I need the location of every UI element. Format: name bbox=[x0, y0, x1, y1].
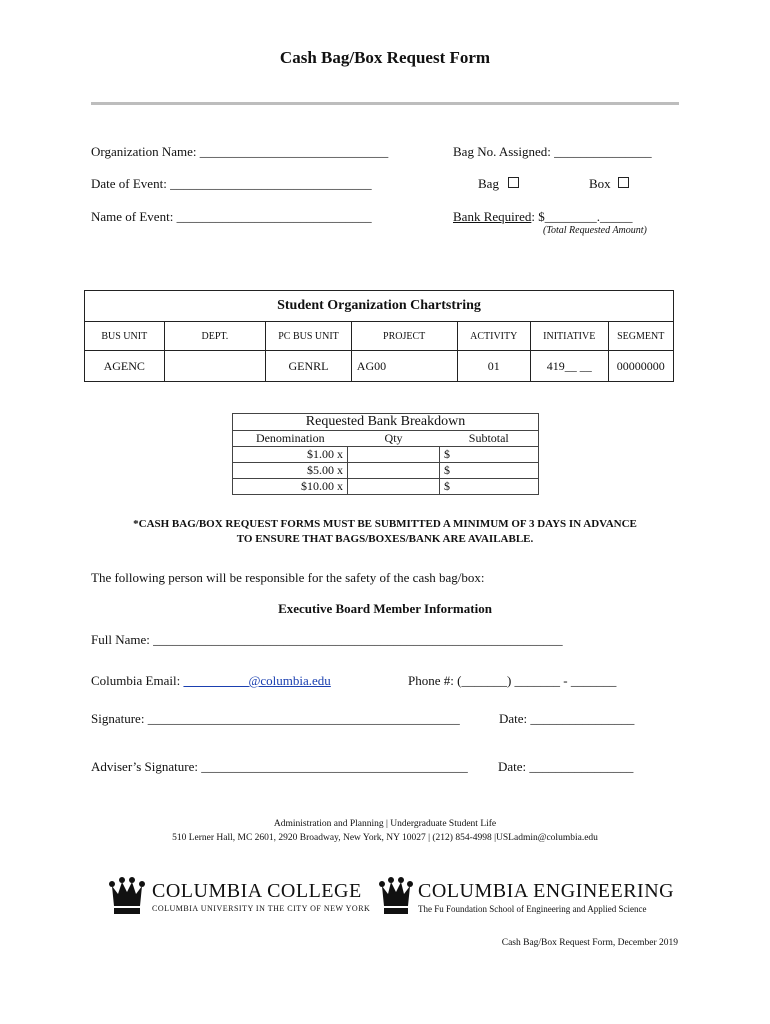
phone-label: Phone #: bbox=[408, 673, 454, 688]
title-divider bbox=[91, 102, 679, 105]
phone-blank[interactable]: (_______) _______ - _______ bbox=[457, 673, 617, 688]
box-option[interactable] bbox=[589, 176, 629, 192]
bank-denomination: $5.00 x bbox=[233, 463, 348, 479]
chartstring-header: BUS UNIT bbox=[85, 322, 165, 351]
bank-qty-input[interactable] bbox=[348, 463, 440, 479]
chartstring-header: INITIATIVE bbox=[530, 322, 608, 351]
form-title: Cash Bag/Box Request Form bbox=[279, 48, 491, 67]
bank-required-label: Bank Required bbox=[453, 209, 532, 224]
chartstring-value-project: AG00 bbox=[351, 351, 457, 382]
college-logo-sub: COLUMBIA UNIVERSITY IN THE CITY OF NEW YORK bbox=[152, 904, 371, 913]
columbia-engineering-logo bbox=[378, 876, 674, 918]
chartstring-value-dept[interactable] bbox=[164, 351, 266, 382]
phone-field[interactable] bbox=[408, 673, 616, 689]
full-name-field[interactable] bbox=[91, 632, 563, 648]
footer-address: 510 Lerner Hall, MC 2601, 2920 Broadway, New York, NY 10027 | (212) 854-4998 |USLadmin@columbia.edu bbox=[172, 833, 598, 843]
table-row bbox=[233, 463, 539, 479]
date-of-event-label: Date of Event: bbox=[91, 176, 167, 191]
chartstring-header: PC BUS UNIT bbox=[266, 322, 352, 351]
notice-line-2: TO ENSURE THAT BAGS/BOXES/BANK ARE AVAILABLE. bbox=[236, 533, 534, 545]
chartstring-value-bus-unit: AGENC bbox=[85, 351, 165, 382]
chartstring-value-initiative[interactable]: 419__ __ bbox=[530, 351, 608, 382]
form-revision: Cash Bag/Box Request Form, December 2019 bbox=[501, 938, 678, 948]
notice-line-1: *CASH BAG/BOX REQUEST FORMS MUST BE SUBMITTED A MINIMUM OF 3 DAYS IN ADVANCE bbox=[133, 518, 637, 530]
bank-qty-input[interactable] bbox=[348, 479, 440, 495]
adviser-signature-blank[interactable]: _________________________________________ bbox=[201, 759, 468, 774]
chartstring-header: SEGMENT bbox=[608, 322, 674, 351]
bank-denomination: $10.00 x bbox=[233, 479, 348, 495]
signature-blank[interactable]: ________________________________________________ bbox=[147, 711, 460, 726]
email-input[interactable] bbox=[183, 673, 248, 688]
date-of-event-field[interactable] bbox=[91, 176, 372, 192]
bank-required-blank[interactable]: : $________._____ bbox=[531, 209, 633, 224]
adviser-signature-label: Adviser’s Signature: bbox=[91, 759, 198, 774]
college-logo-name: COLUMBIA COLLEGE bbox=[152, 880, 362, 902]
bag-no-field[interactable] bbox=[453, 144, 652, 160]
chartstring-header: DEPT. bbox=[164, 322, 266, 351]
bank-header-denomination: Denomination bbox=[255, 431, 325, 445]
chartstring-value-segment: 00000000 bbox=[608, 351, 674, 382]
signature-label: Signature: bbox=[91, 711, 145, 726]
date-blank[interactable]: ________________ bbox=[530, 711, 635, 726]
columbia-email-field[interactable] bbox=[91, 673, 331, 689]
adviser-date-field[interactable] bbox=[498, 759, 633, 775]
date-field[interactable] bbox=[499, 711, 634, 727]
chartstring-header: PROJECT bbox=[351, 322, 457, 351]
exec-board-heading: Executive Board Member Information bbox=[278, 601, 492, 616]
full-name-blank[interactable]: _______________________________________________________________ bbox=[153, 632, 563, 647]
bank-qty-input[interactable] bbox=[348, 447, 440, 463]
org-name-blank[interactable]: _____________________________ bbox=[199, 144, 389, 159]
bank-subtotal-input[interactable]: $ bbox=[440, 463, 539, 479]
adviser-signature-field[interactable] bbox=[91, 759, 468, 775]
bank-subtotal-input[interactable]: $ bbox=[440, 479, 539, 495]
bank-denomination: $1.00 x bbox=[233, 447, 348, 463]
date-of-event-blank[interactable]: _______________________________ bbox=[170, 176, 372, 191]
chartstring-table bbox=[84, 290, 674, 382]
bag-option[interactable] bbox=[478, 176, 519, 192]
bag-no-label: Bag No. Assigned: bbox=[453, 144, 551, 159]
bank-header-subtotal: Subtotal bbox=[468, 431, 509, 445]
responsible-statement: The following person will be responsible for the safety of the cash bag/box: bbox=[91, 570, 485, 585]
full-name-label: Full Name: bbox=[91, 632, 150, 647]
engineering-logo-name: COLUMBIA ENGINEERING bbox=[418, 879, 675, 902]
bank-breakdown-caption: Requested Bank Breakdown bbox=[233, 414, 539, 431]
box-label: Box bbox=[589, 176, 611, 191]
footer-office: Administration and Planning | Undergraduate Student Life bbox=[273, 819, 497, 829]
org-name-label: Organization Name: bbox=[91, 144, 197, 159]
name-of-event-blank[interactable]: ______________________________ bbox=[176, 209, 372, 224]
engineering-logo-sub: The Fu Foundation School of Engineering and Applied Science bbox=[418, 903, 647, 914]
table-row bbox=[233, 447, 539, 463]
columbia-college-logo bbox=[108, 876, 370, 918]
box-checkbox-icon[interactable] bbox=[618, 177, 629, 188]
crown-icon bbox=[108, 876, 146, 918]
email-label: Columbia Email: bbox=[91, 673, 181, 688]
table-row bbox=[233, 479, 539, 495]
chartstring-header: ACTIVITY bbox=[457, 322, 530, 351]
email-domain-link[interactable]: @columbia.edu bbox=[248, 673, 331, 688]
submission-notice bbox=[0, 517, 770, 547]
adviser-date-label: Date: bbox=[498, 759, 527, 774]
adviser-date-blank[interactable]: ________________ bbox=[529, 759, 634, 774]
chartstring-caption: Student Organization Chartstring bbox=[85, 291, 674, 322]
org-name-field[interactable] bbox=[91, 144, 388, 160]
bank-subtotal-input[interactable]: $ bbox=[440, 447, 539, 463]
bank-header-qty: Qty bbox=[384, 431, 403, 445]
bag-label: Bag bbox=[478, 176, 499, 191]
bag-checkbox-icon[interactable] bbox=[508, 177, 519, 188]
name-of-event-label: Name of Event: bbox=[91, 209, 174, 224]
bank-breakdown-table bbox=[232, 413, 539, 495]
bag-no-blank[interactable]: _______________ bbox=[554, 144, 652, 159]
bank-required-field[interactable] bbox=[453, 209, 632, 225]
chartstring-value-pc-bus-unit: GENRL bbox=[266, 351, 352, 382]
crown-icon bbox=[378, 876, 414, 918]
signature-field[interactable] bbox=[91, 711, 460, 727]
name-of-event-field[interactable] bbox=[91, 209, 372, 225]
date-label: Date: bbox=[499, 711, 528, 726]
total-requested-note: (Total Requested Amount) bbox=[543, 225, 647, 236]
chartstring-value-activity: 01 bbox=[457, 351, 530, 382]
